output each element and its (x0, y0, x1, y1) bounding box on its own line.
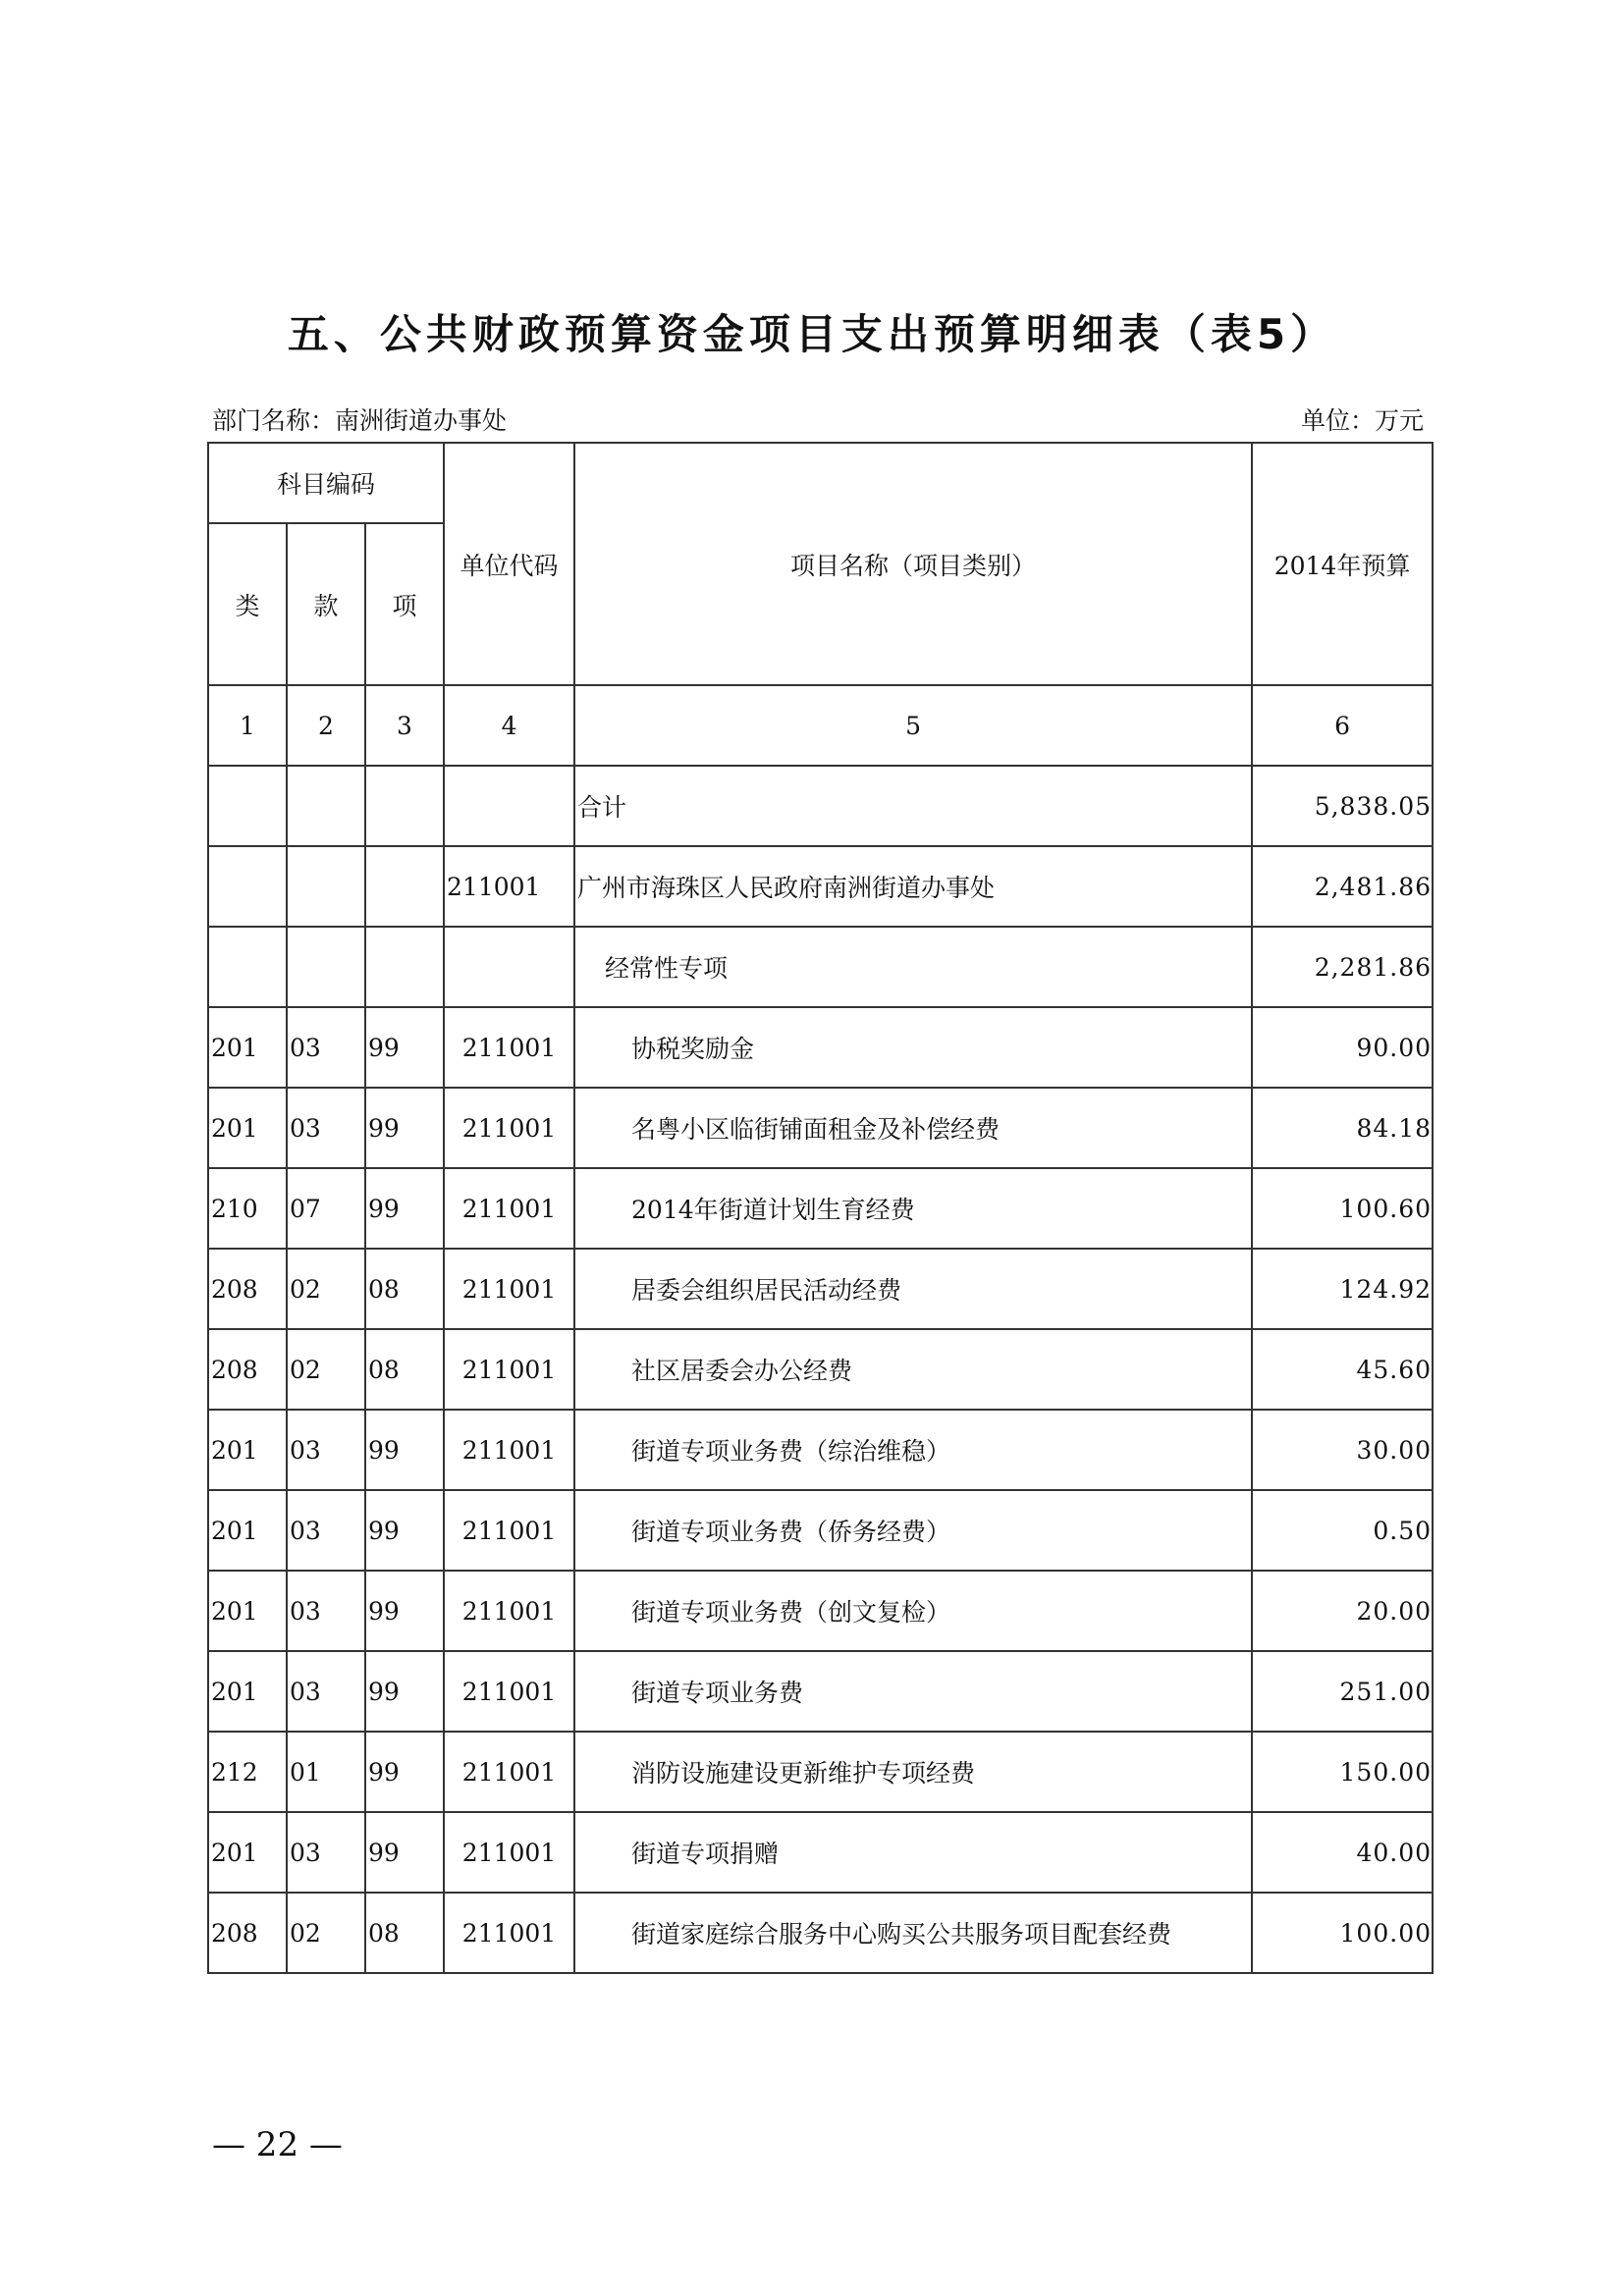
cell-xiang: 99 (365, 1571, 444, 1651)
table-row (208, 1249, 1433, 1329)
cell-amount: 100.60 (1252, 1168, 1433, 1249)
cell-unit-code: 211001 (444, 1571, 574, 1651)
cell-lei: 208 (208, 1329, 287, 1410)
table-row (208, 927, 1433, 1007)
table-row (208, 1651, 1433, 1732)
cell-amount: 124.92 (1252, 1249, 1433, 1329)
cell-amount: 84.18 (1252, 1088, 1433, 1168)
cell-amount: 150.00 (1252, 1732, 1433, 1812)
cell-unit-code: 211001 (444, 1088, 574, 1168)
cell-xiang: 99 (365, 1007, 444, 1088)
table-row (208, 846, 1433, 927)
cell-xiang (365, 846, 444, 927)
cell-unit-code: 211001 (444, 1168, 574, 1249)
cell-amount: 40.00 (1252, 1812, 1433, 1893)
cell-unit-code: 211001 (444, 1410, 574, 1490)
cell-kuan: 03 (287, 1007, 365, 1088)
cell-amount: 90.00 (1252, 1007, 1433, 1088)
cell-lei: 201 (208, 1651, 287, 1732)
cell-lei (208, 927, 287, 1007)
cell-kuan: 03 (287, 1651, 365, 1732)
cell-kuan (287, 766, 365, 846)
cell-project-name: 社区居委会办公经费 (574, 1329, 1252, 1410)
cell-unit-code: 211001 (444, 1893, 574, 1973)
table-row (208, 1732, 1433, 1812)
header-unit-code: 单位代码 (444, 443, 574, 685)
column-index-row (208, 685, 1433, 766)
cell-project-name: 经常性专项 (574, 927, 1252, 1007)
cell-xiang: 99 (365, 1168, 444, 1249)
cell-project-name: 街道家庭综合服务中心购买公共服务项目配套经费 (574, 1893, 1252, 1973)
cell-kuan: 03 (287, 1410, 365, 1490)
cell-unit-code: 211001 (444, 1249, 574, 1329)
cell-xiang: 99 (365, 1732, 444, 1812)
cell-kuan: 03 (287, 1490, 365, 1571)
cell-amount: 0.50 (1252, 1490, 1433, 1571)
table-row (208, 1812, 1433, 1893)
cell-amount: 5,838.05 (1252, 766, 1433, 846)
header-row (208, 443, 1433, 523)
column-index: 2 (287, 685, 365, 766)
cell-lei: 201 (208, 1088, 287, 1168)
cell-project-name: 街道专项捐赠 (574, 1812, 1252, 1893)
cell-project-name: 街道专项业务费 (574, 1651, 1252, 1732)
cell-kuan: 03 (287, 1571, 365, 1651)
cell-xiang: 08 (365, 1249, 444, 1329)
cell-project-name: 2014年街道计划生育经费 (574, 1168, 1252, 1249)
column-index: 4 (444, 685, 574, 766)
cell-xiang: 08 (365, 1893, 444, 1973)
cell-project-name: 消防设施建设更新维护专项经费 (574, 1732, 1252, 1812)
cell-project-name: 协税奖励金 (574, 1007, 1252, 1088)
table-row (208, 1893, 1433, 1973)
cell-xiang: 08 (365, 1329, 444, 1410)
cell-amount: 100.00 (1252, 1893, 1433, 1973)
table-row (208, 1571, 1433, 1651)
cell-kuan: 07 (287, 1168, 365, 1249)
cell-amount: 2,481.86 (1252, 846, 1433, 927)
cell-kuan: 02 (287, 1329, 365, 1410)
cell-kuan: 02 (287, 1249, 365, 1329)
column-index: 5 (574, 685, 1252, 766)
cell-project-name: 合计 (574, 766, 1252, 846)
cell-lei: 201 (208, 1410, 287, 1490)
budget-table (207, 442, 1434, 1974)
header-lei: 类 (208, 523, 287, 685)
cell-lei: 201 (208, 1007, 287, 1088)
cell-project-name: 名粤小区临街铺面租金及补偿经费 (574, 1088, 1252, 1168)
table-row (208, 766, 1433, 846)
cell-xiang (365, 766, 444, 846)
cell-xiang: 99 (365, 1490, 444, 1571)
cell-amount: 30.00 (1252, 1410, 1433, 1490)
cell-xiang: 99 (365, 1651, 444, 1732)
cell-kuan (287, 927, 365, 1007)
cell-unit-code (444, 927, 574, 1007)
cell-kuan: 03 (287, 1088, 365, 1168)
page-number: — 22 — (212, 2125, 343, 2164)
column-index: 6 (1252, 685, 1433, 766)
table-row (208, 1490, 1433, 1571)
cell-lei (208, 846, 287, 927)
cell-unit-code (444, 766, 574, 846)
header-xiang: 项 (365, 523, 444, 685)
cell-unit-code: 211001 (444, 1651, 574, 1732)
cell-amount: 20.00 (1252, 1571, 1433, 1651)
cell-kuan (287, 846, 365, 927)
cell-kuan: 03 (287, 1812, 365, 1893)
cell-project-name: 街道专项业务费（创文复检） (574, 1571, 1252, 1651)
cell-lei (208, 766, 287, 846)
cell-unit-code: 211001 (444, 1329, 574, 1410)
cell-xiang: 99 (365, 1088, 444, 1168)
cell-unit-code: 211001 (444, 1812, 574, 1893)
cell-amount: 2,281.86 (1252, 927, 1433, 1007)
cell-unit-code: 211001 (444, 1732, 574, 1812)
cell-project-name: 街道专项业务费（综治维稳） (574, 1410, 1252, 1490)
cell-xiang: 99 (365, 1812, 444, 1893)
cell-amount: 251.00 (1252, 1651, 1433, 1732)
cell-project-name: 街道专项业务费（侨务经费） (574, 1490, 1252, 1571)
cell-kuan: 02 (287, 1893, 365, 1973)
header-project-name: 项目名称（项目类别） (574, 443, 1252, 685)
cell-project-name: 居委会组织居民活动经费 (574, 1249, 1252, 1329)
table-row (208, 1410, 1433, 1490)
cell-lei: 201 (208, 1490, 287, 1571)
cell-unit-code: 211001 (444, 1007, 574, 1088)
table-row (208, 1329, 1433, 1410)
unit-label: 单位：万元 (1300, 406, 1424, 435)
column-index: 3 (365, 685, 444, 766)
cell-unit-code: 211001 (444, 846, 574, 927)
cell-kuan: 01 (287, 1732, 365, 1812)
header-subject-code: 科目编码 (208, 443, 444, 523)
cell-unit-code: 211001 (444, 1490, 574, 1571)
department-name: 部门名称：南洲街道办事处 (212, 406, 508, 435)
cell-xiang: 99 (365, 1410, 444, 1490)
cell-project-name: 广州市海珠区人民政府南洲街道办事处 (574, 846, 1252, 927)
cell-lei: 208 (208, 1249, 287, 1329)
cell-lei: 210 (208, 1168, 287, 1249)
cell-amount: 45.60 (1252, 1329, 1433, 1410)
table-row (208, 1007, 1433, 1088)
table-row (208, 1168, 1433, 1249)
cell-lei: 208 (208, 1893, 287, 1973)
header-kuan: 款 (287, 523, 365, 685)
header-budget-2014: 2014年预算 (1252, 443, 1433, 685)
column-index: 1 (208, 685, 287, 766)
cell-lei: 201 (208, 1571, 287, 1651)
cell-xiang (365, 927, 444, 1007)
page-title: 五、公共财政预算资金项目支出预算明细表（表5） (287, 310, 1337, 358)
table-row (208, 1088, 1433, 1168)
cell-lei: 212 (208, 1732, 287, 1812)
cell-lei: 201 (208, 1812, 287, 1893)
